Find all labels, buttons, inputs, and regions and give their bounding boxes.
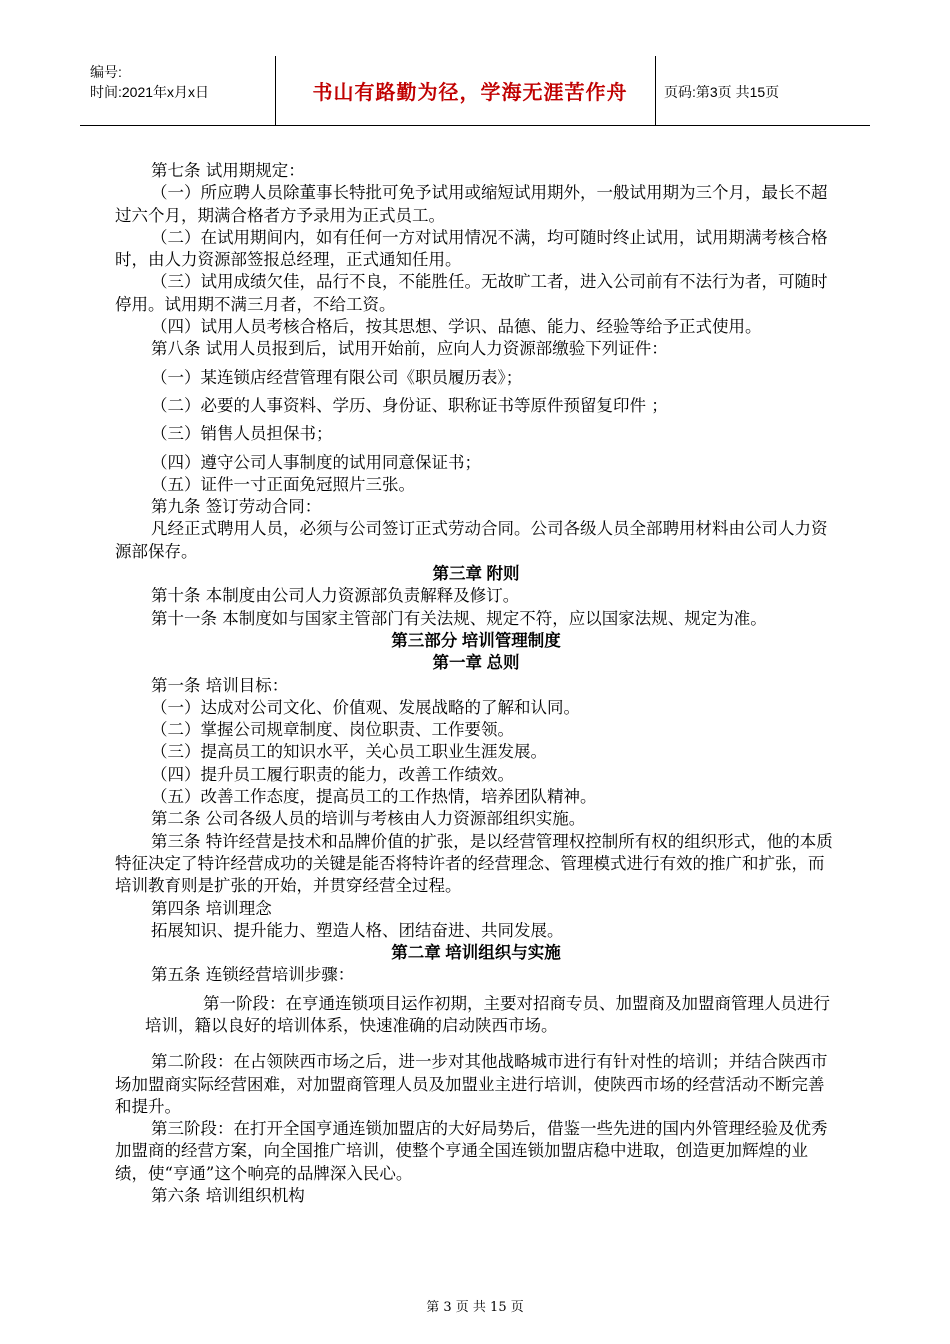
body-paragraph: 第一阶段：在亨通连锁项目运作初期，主要对招商专员、加盟商及加盟商管理人员进行培训，籍以良好的培训体系，快速准确的启动陕西市场。 [145, 993, 830, 1035]
body-paragraph: 第六条 培训组织机构 [151, 1186, 305, 1206]
body-paragraph: 第八条 试用人员报到后，试用开始前，应向人力资源部缴验下列证件： [151, 339, 668, 359]
body-paragraph: 第二阶段：在占领陕西市场之后，进一步对其他战略城市进行有针对性的培训；并结合陕西市场加盟商实际经营困难，对加盟商管理人员及加盟业主进行培训，使陕西市场的经营活动不断完善和提升。 [115, 1052, 828, 1116]
header-meta [90, 62, 209, 102]
body-paragraph: （三）试用成绩欠佳，品行不良，不能胜任。无故旷工者，进入公司前有不法行为者，可随时停用。试用期不满三月者，不给工资。 [115, 272, 828, 314]
body-paragraph: 第七条 试用期规定： [151, 161, 305, 180]
document-time-label: 时间:2021年x月x日 [90, 84, 210, 100]
body-paragraph: 第四条 培训理念 [151, 898, 272, 918]
body-paragraph: （三）销售人员担保书； [151, 424, 333, 444]
body-paragraph: 第十一条 本制度如与国家主管部门有关法规、规定不符，应以国家法规、规定为准。 [151, 608, 767, 628]
page-footer: 第 3 页 共 15 页 [426, 1300, 524, 1315]
section-heading: 第三部分 培训管理制度 [391, 631, 561, 650]
body-paragraph: （四）遵守公司人事制度的试用同意保证书； [151, 452, 481, 472]
body-paragraph: （二）掌握公司规章制度、岗位职责、工作要领。 [151, 720, 514, 740]
body-paragraph: 拓展知识、提升能力、塑造人格、团结奋进、共同发展。 [151, 920, 564, 940]
body-paragraph: 第一条 培训目标： [151, 675, 289, 695]
section-heading: 第二章 培训组织与实施 [391, 944, 561, 963]
section-heading: 第一章 总则 [432, 654, 520, 673]
body-paragraph: 第十条 本制度由公司人力资源部负责解释及修订。 [151, 586, 520, 606]
body-paragraph: 凡经正式聘用人员，必须与公司签订正式劳动合同。公司各级人员全部聘用材料由公司人力资源部保存。 [115, 519, 828, 561]
header-divider-right [655, 56, 656, 126]
document-number-label: 编号: [90, 64, 122, 80]
body-paragraph: （二）在试用期间内，如有任何一方对试用情况不满，均可随时终止试用，试用期满考核合格时，由人力资源部签报总经理，正式通知任用。 [115, 227, 828, 270]
section-heading: 第三章 附则 [432, 565, 520, 584]
header-rule [80, 125, 870, 126]
header-page-info: 页码:第3页 共15页 [664, 84, 780, 100]
body-paragraph: （五）证件一寸正面免冠照片三张。 [151, 474, 415, 494]
page-header [80, 56, 870, 126]
body-paragraph: 第三阶段：在打开全国亨通连锁加盟店的大好局势后，借鉴一些先进的国内外管理经验及优秀加盟商的经营方案，向全国推广培训，使整个亨通全国连锁加盟店稳中进取，创造更加辉煌的业绩，使“亨通”这个响亮的品牌深入民心。 [115, 1119, 828, 1183]
body-paragraph: （一）所应聘人员除董事长特批可免予试用或缩短试用期外，一般试用期为三个月，最长不超过六个月，期满合格者方予录用为正式员工。 [115, 183, 828, 225]
header-divider-left [275, 56, 276, 126]
body-paragraph: 第二条 公司各级人员的培训与考核由人力资源部组织实施。 [151, 809, 586, 829]
body-paragraph: （四）试用人员考核合格后，按其思想、学识、品德、能力、经验等给予正式使用。 [151, 317, 762, 337]
header-motto: 书山有路勤为径，学海无涯苦作舟 [312, 80, 628, 104]
body-paragraph: 第五条 连锁经营培训步骤： [151, 965, 355, 985]
body-paragraph: （一）达成对公司文化、价值观、发展战略的了解和认同。 [151, 697, 580, 717]
body-paragraph: 第九条 签订劳动合同： [151, 497, 322, 517]
document-body [115, 160, 837, 1207]
body-paragraph: （二）必要的人事资料、学历、身份证、职称证书等原件预留复印件 ； [151, 395, 668, 415]
body-paragraph: （五）改善工作态度，提高员工的工作热情，培养团队精神。 [151, 787, 597, 807]
body-paragraph: 第三条 特许经营是技术和品牌价值的扩张，是以经营管理权控制所有权的组织形式，他的本质特征决定了特许经营成功的关键是能否将特许者的经营理念、管理模式进行有效的推广和扩张，而培训教育则是扩张的开始，并贯穿经营全过程。 [115, 831, 833, 896]
body-paragraph: （一）某连锁店经营管理有限公司《职员履历表》； [151, 367, 523, 387]
body-paragraph: （三）提高员工的知识水平，关心员工职业生涯发展。 [151, 742, 547, 762]
body-paragraph: （四）提升员工履行职责的能力，改善工作绩效。 [151, 764, 514, 784]
